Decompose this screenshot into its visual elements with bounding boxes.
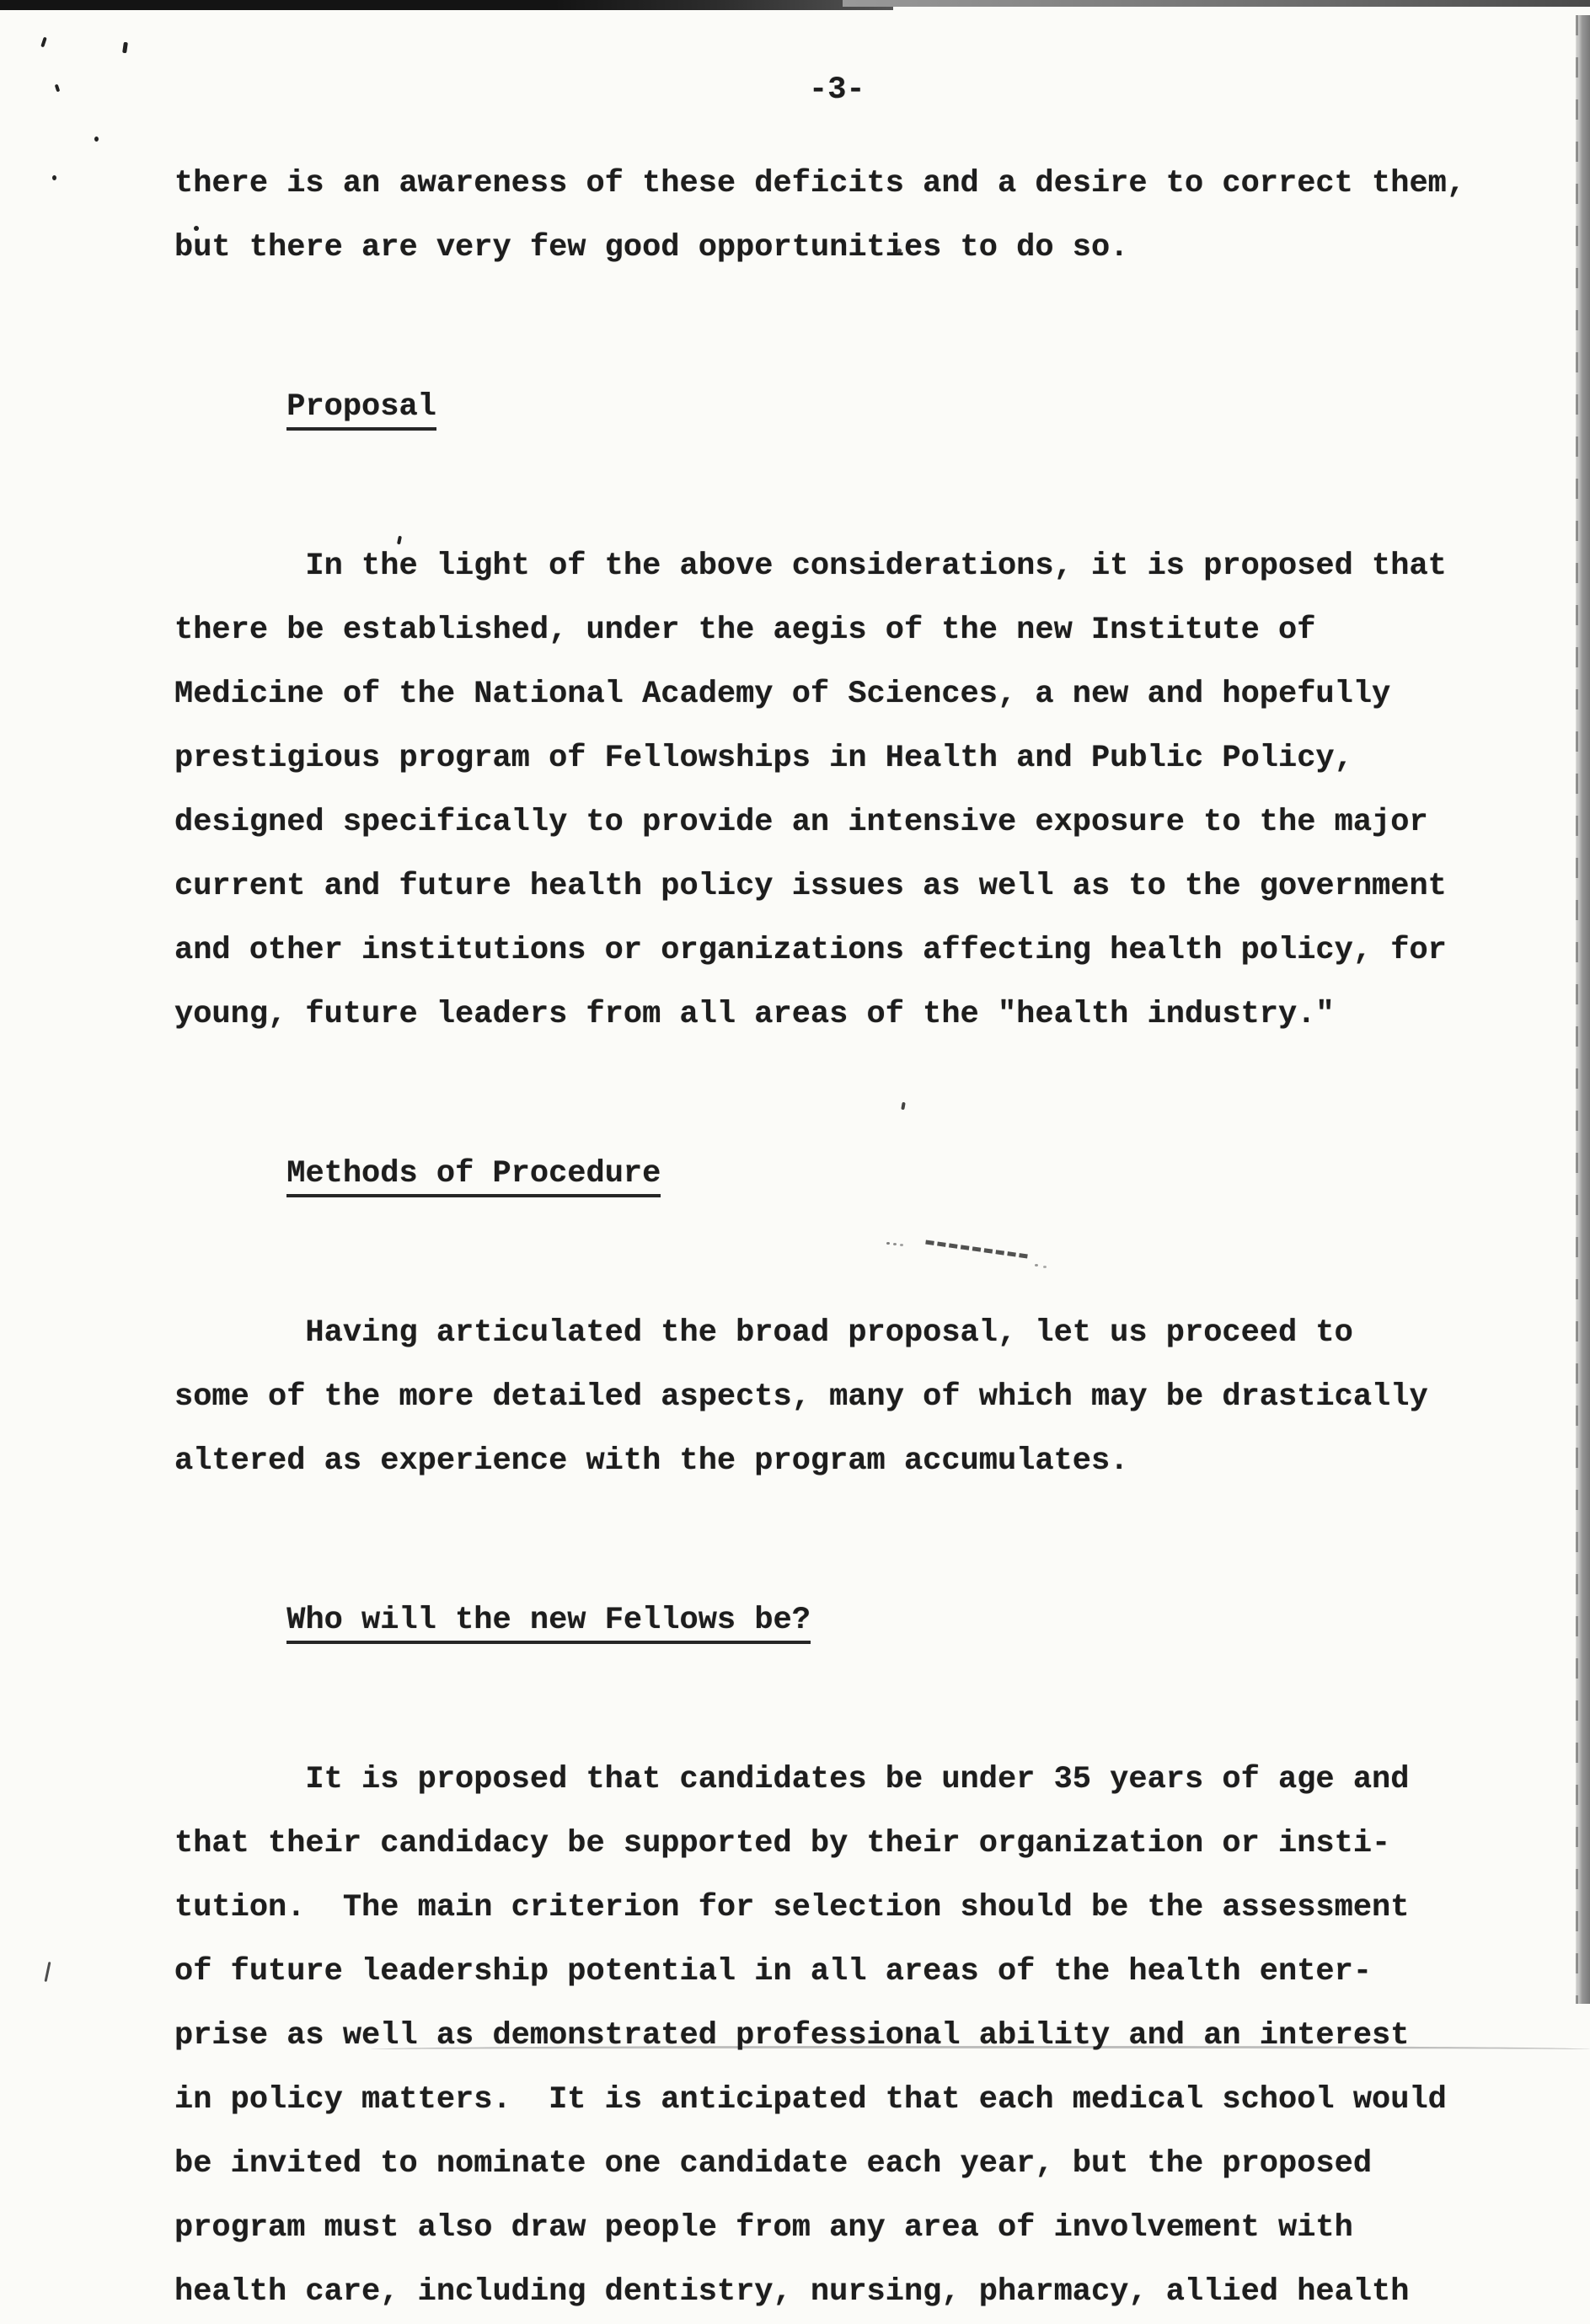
ink-speck	[45, 1962, 51, 1982]
scan-edge-top-dark	[0, 0, 893, 10]
text-line: Medicine of the National Academy of Sciences, a new and hopefully	[174, 677, 1391, 712]
scan-edge-right	[1576, 15, 1590, 2004]
text-line: current and future health policy issues as well as to the government	[174, 869, 1447, 904]
paragraph	[174, 152, 1539, 280]
text-line: program must also draw people from any area of involvement with	[174, 2210, 1353, 2246]
text-line: there be established, under the aegis of the new Institute of	[174, 613, 1316, 648]
heading-who-will-the-new-fellows-be	[174, 1524, 1539, 1716]
page-number: -3-	[809, 72, 865, 108]
text-line: prise as well as demonstrated professional ability and an interest	[174, 2018, 1410, 2054]
paragraph	[174, 1301, 1539, 1493]
text-line: altered as experience with the program accumulates.	[174, 1443, 1129, 1479]
paragraph	[174, 534, 1539, 1047]
paragraph	[174, 1748, 1539, 2324]
text-line: In the light of the above considerations, it is proposed that	[174, 549, 1447, 584]
heading-methods-of-procedure	[174, 1078, 1539, 1270]
text-line: Having articulated the broad proposal, let us proceed to	[174, 1315, 1353, 1351]
text-line: It is proposed that candidates be under 35 years of age and	[174, 1762, 1410, 1797]
text-line: but there are very few good opportunities to do so.	[174, 230, 1129, 265]
text-line: designed specifically to provide an intensive exposure to the major	[174, 805, 1428, 840]
text-line: prestigious program of Fellowships in Health and Public Policy,	[174, 741, 1353, 776]
heading-text: Who will the new Fellows be?	[286, 1603, 811, 1644]
heading-text: Methods of Procedure	[286, 1156, 661, 1197]
ink-speck	[52, 175, 56, 180]
ink-speck	[40, 37, 47, 48]
document-body	[174, 152, 1539, 2324]
heading-text: Proposal	[286, 389, 436, 431]
text-line: and other institutions or organizations affecting health policy, for	[174, 933, 1447, 968]
scan-edge-top-light	[843, 0, 1590, 7]
text-line: young, future leaders from all areas of the "health industry."	[174, 997, 1335, 1032]
text-line: in policy matters. It is anticipated that each medical school would	[174, 2082, 1447, 2118]
text-line: be invited to nominate one candidate each year, but the proposed	[174, 2146, 1373, 2182]
text-line: there is an awareness of these deficits and a desire to correct them,	[174, 166, 1466, 201]
text-line: tution. The main criterion for selection should be the assessment	[174, 1890, 1410, 1925]
ink-speck	[94, 137, 99, 142]
text-line: some of the more detailed aspects, many of which may be drastically	[174, 1379, 1428, 1415]
text-line: that their candidacy be supported by their organization or insti-	[174, 1826, 1391, 1861]
ink-speck	[122, 42, 128, 54]
text-line: health care, including dentistry, nursing, pharmacy, allied health	[174, 2274, 1410, 2310]
ink-speck	[55, 84, 61, 93]
text-line: of future leadership potential in all areas of the health enter-	[174, 1954, 1373, 1989]
heading-proposal	[174, 311, 1539, 503]
